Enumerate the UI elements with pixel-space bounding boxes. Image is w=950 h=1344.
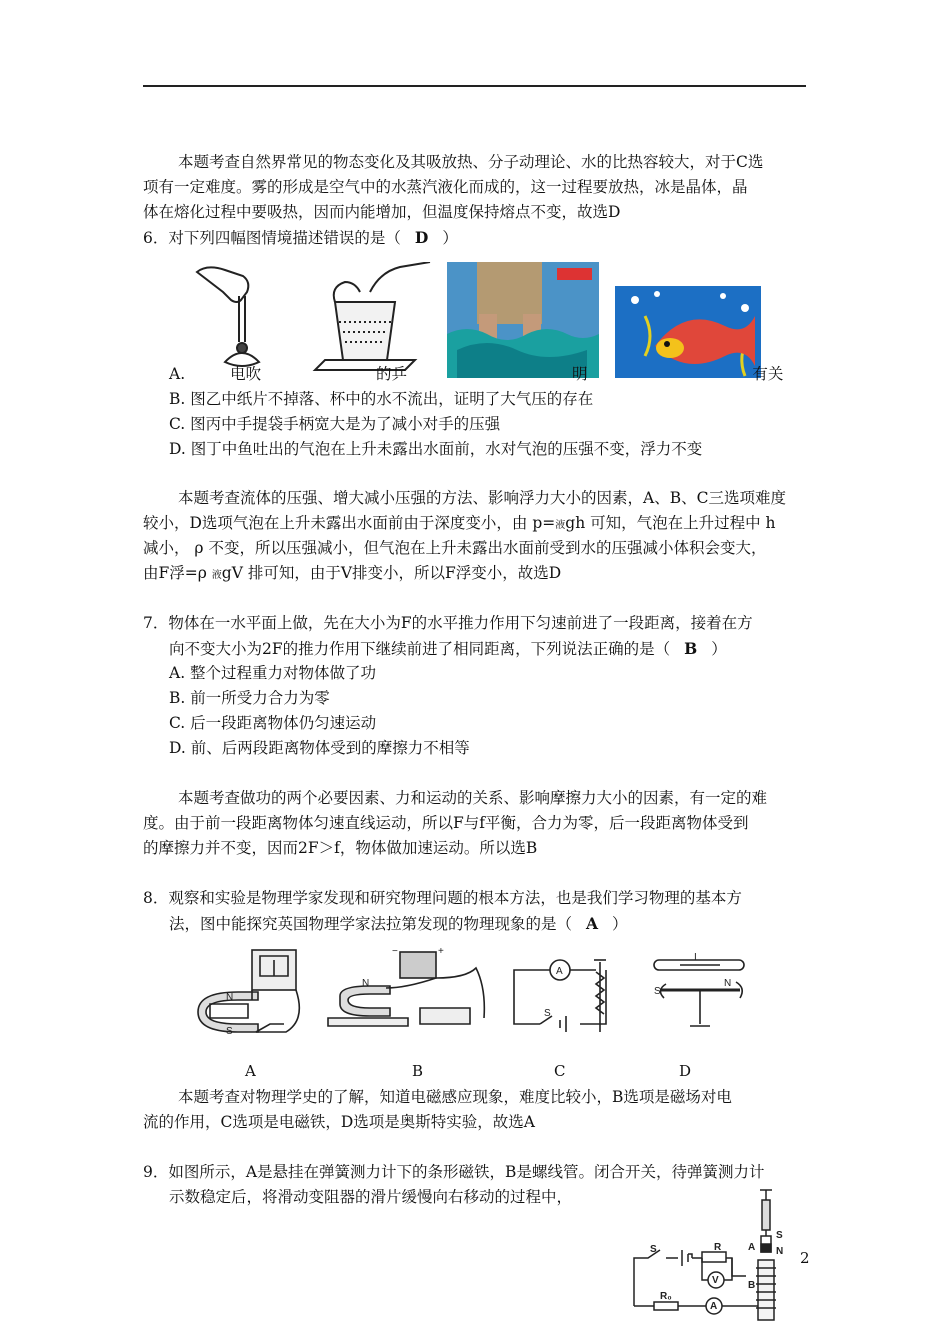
- question-7-option-d: D. 前、后两段距离物体受到的摩擦力不相等: [169, 739, 470, 757]
- answer-6: D: [414, 228, 429, 247]
- figure-caption-d: D: [679, 1062, 692, 1080]
- figure-c-electromagnet: [514, 960, 606, 1032]
- shopping-bags-photo: [447, 262, 599, 378]
- question-9-circuit: [630, 1188, 800, 1338]
- answer-7: B: [684, 639, 698, 658]
- question-7-stem-cont: 向不变大小为2F的推力作用下继续前进了相同距离，下列说法正确的是（ B ）: [169, 636, 727, 662]
- explanation-line: 本题考查流体的压强、增大减小压强的方法、影响浮力大小的因素，A、B、C三选项难度: [178, 489, 786, 507]
- question-9-stem: 9．如图所示，A是悬挂在弹簧测力计下的条形磁铁，B是螺线管。闭合开关，待弹簧测力计: [143, 1163, 765, 1181]
- svg-text:V: V: [712, 1275, 719, 1286]
- explanation-line: 本题考查对物理学史的了解，知道电磁感应现象，难度比较小，B选项是磁场对电: [178, 1088, 732, 1106]
- svg-text:N: N: [724, 978, 732, 989]
- question-7-option-c: C. 后一段距离物体仍匀速运动: [169, 714, 377, 732]
- hair-dryer-figure: [197, 267, 259, 366]
- question-6-option-a: A. 电吹 的乒 明 有关: [169, 365, 784, 383]
- explanation-line: 本题考查做功的两个必要因素、力和运动的关系、影响摩擦力大小的因素，有一定的难: [178, 789, 768, 807]
- question-6-option-b: B. 图乙中纸片不掉落、杯中的水不流出，证明了大气压的存在: [169, 390, 594, 408]
- svg-text:R₀: R₀: [660, 1291, 672, 1302]
- svg-text:A: A: [748, 1242, 756, 1253]
- svg-text:N: N: [226, 992, 234, 1003]
- figure-caption-a: A: [245, 1062, 256, 1080]
- explanation-line: 本题考查自然界常见的物态变化及其吸放热、分子动理论、水的比热容较大，对于C选: [178, 153, 764, 171]
- question-8-figures: [190, 942, 750, 1042]
- header-rule: [143, 85, 806, 87]
- svg-text:B: B: [748, 1280, 756, 1291]
- svg-text:S: S: [226, 1026, 233, 1037]
- figure-caption-b: B: [412, 1062, 424, 1080]
- question-8-stem: 8．观察和实验是物理学家发现和研究物理问题的根本方法，也是我们学习物理的基本方: [143, 889, 742, 907]
- svg-text:S: S: [650, 1244, 657, 1255]
- answer-8: A: [586, 914, 599, 933]
- explanation-line: 的摩擦力并不变，因而2F＞f，物体做加速运动。所以选B: [143, 839, 538, 857]
- question-6-option-d: D. 图丁中鱼吐出的气泡在上升未露出水面前，水对气泡的压强不变，浮力不变: [169, 440, 703, 458]
- inverted-glass-figure: [315, 262, 430, 370]
- explanation-line: 较小，D选项气泡在上升未露出水面前由于深度变小，由 p=液gh 可知，气泡在上升过程中 h: [143, 514, 776, 532]
- question-6-option-c: C. 图丙中手提袋手柄宽大是为了减小对手的压强: [169, 415, 501, 433]
- explanation-line: 减小， ρ 不变，所以压强减小，但气泡在上升未露出水面前受到水的压强减小体积会变大，: [143, 539, 767, 557]
- question-7-option-b: B. 前一所受力合力为零: [169, 689, 330, 707]
- svg-text:I: I: [694, 952, 697, 963]
- question-7-option-a: A. 整个过程重力对物体做了功: [169, 664, 377, 682]
- question-6-stem: 6．对下列四幅图情境描述错误的是（ D ）: [143, 225, 458, 251]
- figure-b-motor-effect: [328, 946, 484, 1026]
- svg-text:S: S: [654, 986, 661, 997]
- svg-text:+: +: [438, 946, 444, 957]
- svg-text:S: S: [776, 1230, 783, 1241]
- svg-text:S: S: [544, 1008, 551, 1019]
- svg-text:N: N: [362, 978, 370, 989]
- figure-d-oersted: [654, 952, 744, 1026]
- question-8-stem-cont: 法，图中能探究英国物理学家法拉第发现的物理现象的是（ A ）: [169, 911, 628, 937]
- svg-text:A: A: [710, 1301, 718, 1312]
- question-7-stem: 7．物体在一水平面上做，先在大小为F的水平推力作用下匀速前进了一段距离，接着在方: [143, 614, 753, 632]
- figure-a-induction: [198, 950, 299, 1037]
- explanation-line: 度。由于前一段距离物体匀速直线运动，所以F与f平衡，合力为零，后一段距离物体受到: [143, 814, 749, 832]
- svg-text:R: R: [714, 1242, 722, 1253]
- page-number: 2: [800, 1249, 810, 1267]
- explanation-line: 由F浮=ρ 液gV 排可知，由于V排变小，所以F浮变小，故选D: [143, 564, 562, 582]
- svg-text:N: N: [776, 1246, 784, 1257]
- svg-text:A: A: [556, 966, 563, 977]
- explanation-line: 项有一定难度。雾的形成是空气中的水蒸汽液化而成的，这一过程要放热，冰是晶体，晶: [143, 178, 748, 196]
- figure-caption-c: C: [554, 1062, 566, 1080]
- explanation-line: 流的作用，C选项是电磁铁，D选项是奥斯特实验，故选A: [143, 1113, 535, 1131]
- explanation-line: 体在熔化过程中要吸热，因而内能增加，但温度保持熔点不变，故选D: [143, 203, 621, 221]
- svg-text:−: −: [392, 946, 398, 957]
- question-9-stem-cont: 示数稳定后，将滑动变阻器的滑片缓慢向右移动的过程中，: [169, 1188, 573, 1206]
